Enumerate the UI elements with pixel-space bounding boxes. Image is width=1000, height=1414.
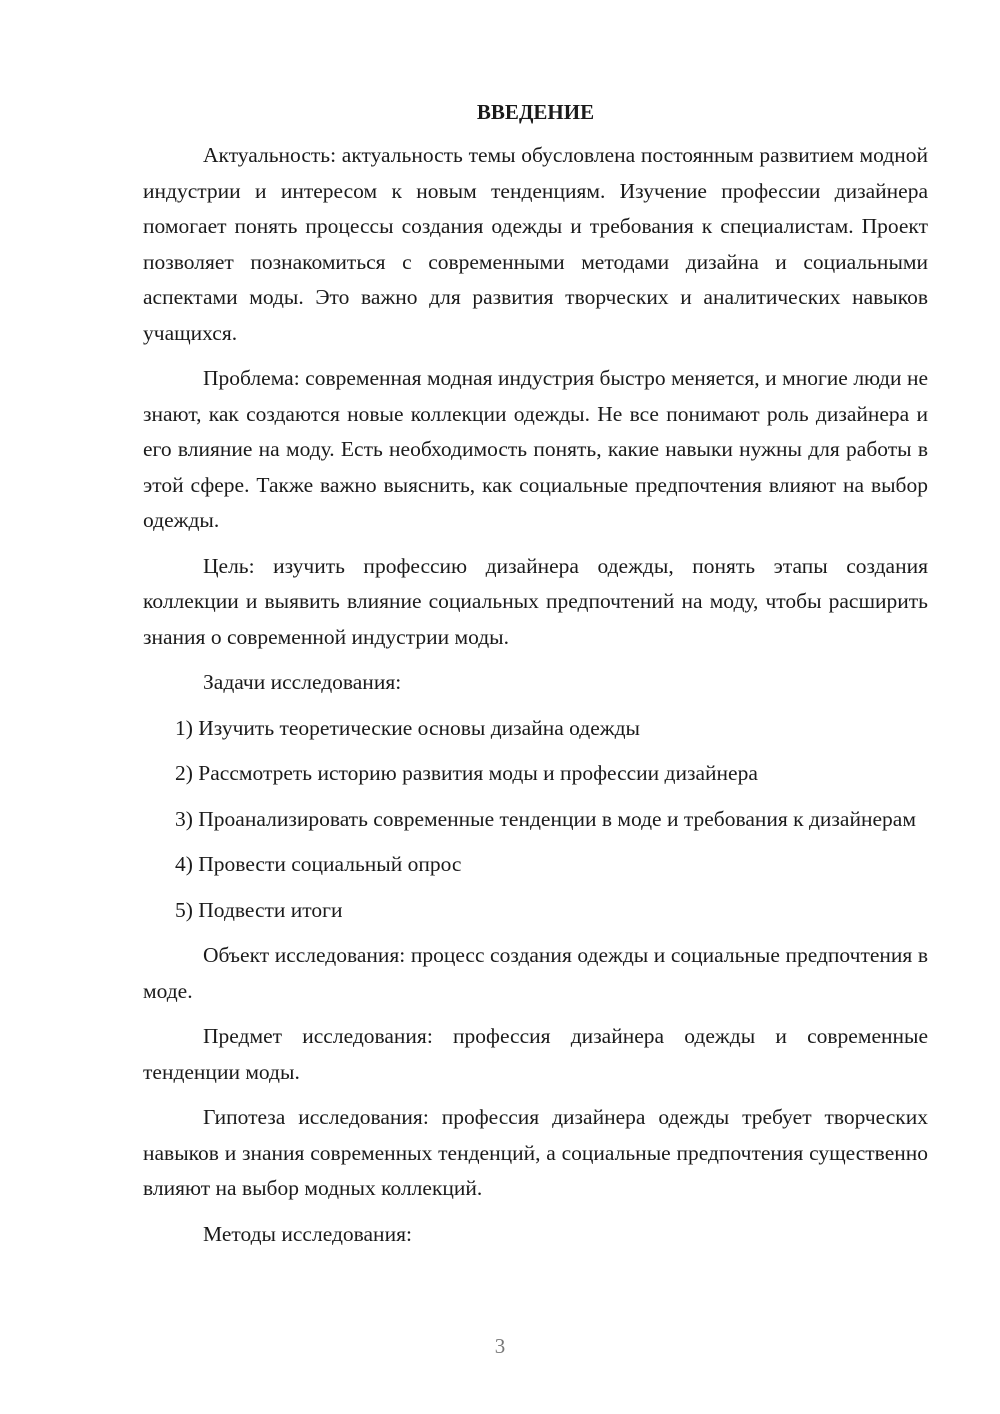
paragraph-goal: Цель: изучить профессию дизайнера одежды, понять этапы создания коллекции и выявить влияние социальных предпочтений на моду, чтобы расширить знания о современной индустрии моды.	[143, 553, 928, 649]
paragraph-object: Объект исследования: процесс создания одежды и социальные предпочтения в моде.	[143, 943, 928, 1003]
paragraph-problem: Проблема: современная модная индустрия быстро меняется, и многие люди не знают, как создаются новые коллекции одежды. Не все понимают роль дизайнера и его влияние на моду. Есть необходимость понять, какие навыки нужны для работы в этой сфере. Также важно выяснить, как социальные предпочтения влияют на выбор одежды.	[143, 366, 928, 532]
paragraph-relevance: Актуальность: актуальность темы обусловлена постоянным развитием модной индустрии и интересом к новым тенденциям. Изучение профессии дизайнера помогает понять процессы создания одежды и требования к специалистам. Проект позволяет познакомиться с современными методами дизайна и социальными аспектами моды. Это важно для развития творческих и аналитических навыков учащихся.	[143, 143, 928, 345]
paragraph-methods: Методы исследования:	[203, 1221, 412, 1246]
task-item-2: 2) Рассмотреть историю развития моды и профессии дизайнера	[175, 761, 758, 785]
paragraph-subject: Предмет исследования: профессия дизайнера одежды и современные тенденции моды.	[143, 1024, 928, 1084]
document-body	[143, 95, 928, 1262]
page-number: 3	[494, 1334, 506, 1358]
paragraph-tasks-heading: Задачи исследования:	[203, 670, 402, 694]
task-item-4: 4) Провести социальный опрос	[175, 852, 462, 876]
paragraph-hypothesis: Гипотеза исследования: профессия дизайнера одежды требует творческих навыков и знания современных тенденций, а социальные предпочтения существенно влияют на выбор модных коллекций.	[143, 1105, 928, 1200]
task-item-3: 3) Проанализировать современные тенденции в моде и требования к дизайнерам	[175, 806, 916, 831]
section-title: ВВЕДЕНИЕ	[476, 100, 595, 124]
task-item-1: 1) Изучить теоретические основы дизайна одежды	[175, 715, 641, 740]
task-item-5: 5) Подвести итоги	[175, 897, 343, 922]
